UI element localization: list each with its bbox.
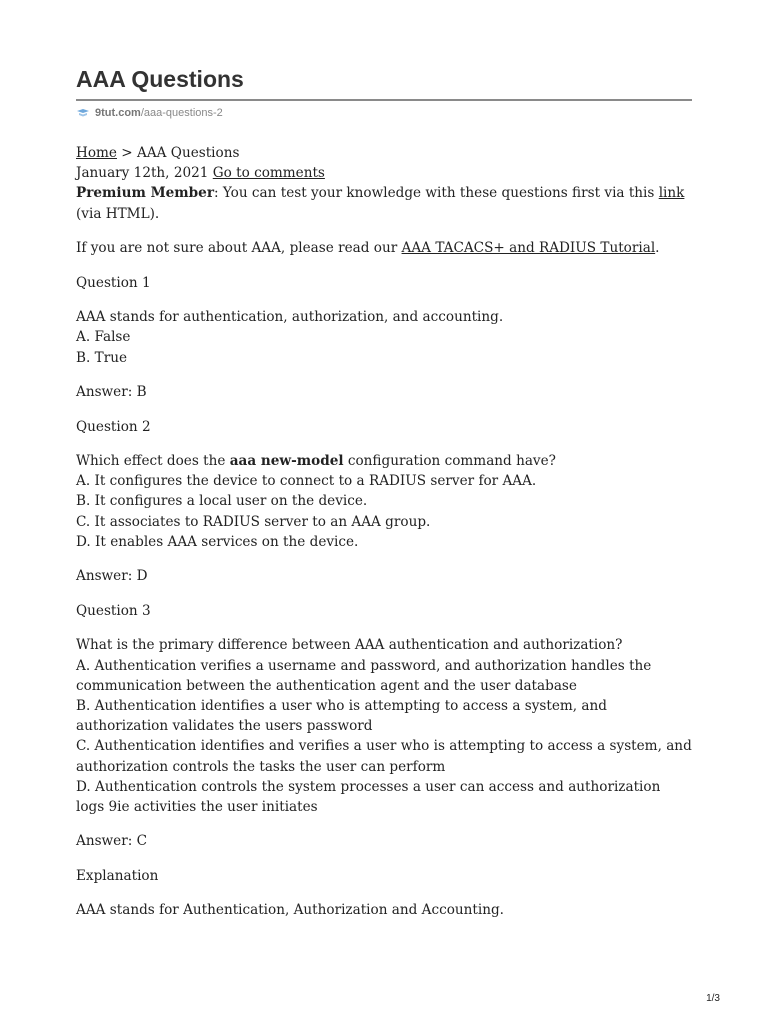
source-domain: 9tut.com [95,107,141,119]
source-url[interactable] [76,106,223,120]
answer: Answer: C [76,833,148,850]
option-item: A. It configures the device to connect to a RADIUS server for AAA. [76,473,537,490]
option-item: D. Authentication controls the system processes a user can access and authorization logs 9ie activities the user initiates [76,778,661,815]
option-item: D. It enables AAA services on the device. [76,533,359,550]
question-label: Question 2 [76,418,151,435]
explanation-text: AAA stands for Authentication, Authorization and Accounting. [76,902,504,919]
answer: Answer: B [76,384,147,401]
breadcrumb-home-link[interactable]: Home [76,145,117,161]
header-block [76,143,692,224]
option-item: A. Authentication verifies a username and password, and authorization handles the communication between the authentication agent and the user database [76,657,652,694]
option-item: B. True [76,349,127,366]
question-block [76,307,692,368]
option-item: C. It associates to RADIUS server to an AAA group. [76,513,431,530]
command-text: aaa new-model [229,453,344,470]
page-title: AAA Questions [76,66,244,92]
question-stem: Which effect does the aaa new-model configuration command have? [76,453,556,470]
comments-link[interactable]: Go to comments [212,165,325,182]
breadcrumb [76,143,692,163]
question-stem: What is the primary difference between AAA authentication and authorization? [76,637,623,654]
article-body [76,143,692,935]
option-item: C. Authentication identifies and verifies a user who is attempting to access a system, and authorization controls the tasks the user can perform [76,738,692,775]
premium-link[interactable]: link [658,185,685,202]
option-item: A. False [76,329,131,346]
question-label: Question 1 [76,274,151,291]
option-item: B. Authentication identifies a user who is attempting to access a system, and authorization validates the users password [76,697,607,735]
intro-paragraph: If you are not sure about AAA, please read our AAA TACACS+ and RADIUS Tutorial. [76,240,660,257]
question-label: Question 3 [76,602,151,619]
title-divider [76,99,692,101]
question-stem: AAA stands for authentication, authorization, and accounting. [76,309,504,326]
tutorial-link[interactable]: AAA TACACS+ and RADIUS Tutorial [401,240,656,257]
premium-label: Premium Member [76,185,214,202]
answer: Answer: D [76,568,148,585]
source-path: /aaa-questions-2 [140,107,223,119]
question-block [76,451,692,552]
explanation-label: Explanation [76,867,159,884]
breadcrumb-current: AAA Questions [137,145,240,161]
page-indicator: 1/3 [706,993,720,1004]
question-block [76,635,692,817]
post-meta [76,163,692,183]
option-item: B. It configures a local user on the device. [76,493,368,510]
premium-text: : You can test your knowledge with these questions first via this [213,185,659,202]
premium-text-after: (via HTML). [76,205,160,222]
post-date: January 12th, 2021 [76,165,209,182]
breadcrumb-separator: > [116,145,138,161]
premium-notice [76,183,692,203]
site-logo-icon [76,108,90,118]
